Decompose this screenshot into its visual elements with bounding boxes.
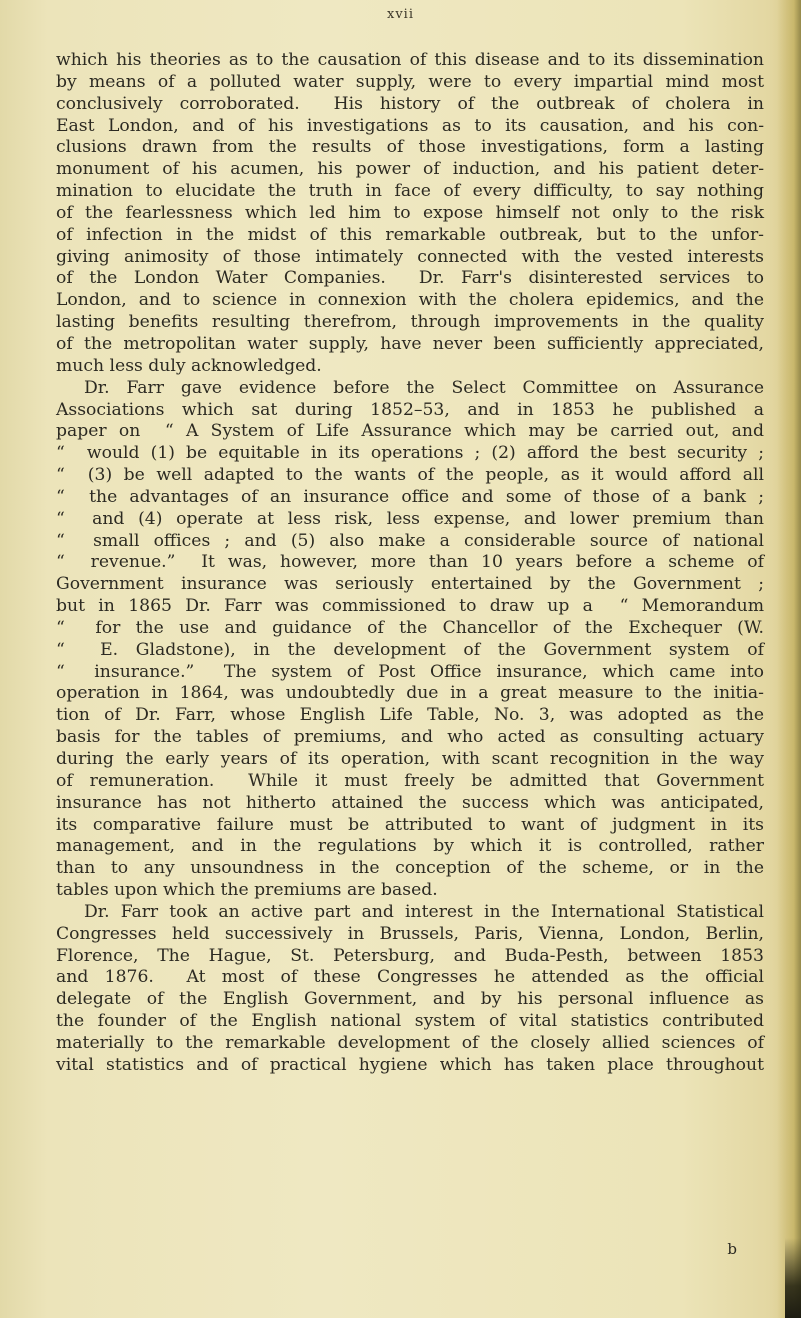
signature-mark: b: [727, 1240, 737, 1258]
text-line: lasting benefits resulting therefrom, through improvements in the quality: [56, 312, 764, 333]
paragraph: [56, 378, 764, 902]
text-line: mination to elucidate the truth in face of every difficulty, to say nothing: [56, 181, 764, 202]
text-line: Government insurance was seriously entertained by the Government ;: [56, 574, 764, 595]
text-line: giving animosity of those intimately connected with the vested interests: [56, 246, 764, 267]
text-line: its comparative failure must be attributed to want of judgment in its: [56, 814, 764, 835]
text-line: Dr. Farr gave evidence before the Select Committee on Assurance: [84, 377, 764, 398]
text-line: “ for the use and guidance of the Chancellor of the Exchequer (W.: [56, 617, 764, 638]
text-line: management, and in the regulations by which it is controlled, rather: [56, 836, 764, 857]
text-line: “ and (4) operate at less risk, less expense, and lower premium than: [56, 508, 764, 529]
text-line: Associations which sat during 1852–53, and in 1853 he published a: [56, 399, 764, 420]
text-line: East London, and of his investigations as to its causation, and his con-: [56, 115, 764, 136]
text-line: of infection in the midst of this remarkable outbreak, but to the unfor-: [56, 224, 764, 245]
text-line: “ E. Gladstone), in the development of the Government system of: [56, 639, 764, 660]
text-line: during the early years of its operation, with scant recognition in the way: [56, 749, 764, 769]
text-line: “ the advantages of an insurance office and some of those of a bank ;: [56, 486, 764, 507]
text-line: than to any unsoundness in the conception of the scheme, or in the: [56, 858, 764, 879]
text-line: insurance has not hitherto attained the success which was anticipated,: [56, 792, 764, 813]
text-line: Dr. Farr took an active part and interest in the International Statistical: [84, 901, 764, 922]
text-line: Congresses held successively in Brussels, Paris, Vienna, London, Berlin,: [56, 923, 764, 944]
page-edge-shadow: [777, 0, 801, 1318]
body-text: [56, 50, 764, 1077]
text-line: materially to the remarkable development of the closely allied sciences of: [56, 1032, 764, 1053]
text-line: “ (3) be well adapted to the wants of the people, as it would afford all: [56, 465, 764, 486]
page-corner-mark: [785, 1238, 801, 1318]
text-line: of the metropolitan water supply, have never been sufficiently appreciated,: [56, 333, 764, 354]
text-line: of the London Water Companies. Dr. Farr's disinterested services to: [56, 268, 764, 289]
text-line: monument of his acumen, his power of induction, and his patient deter-: [56, 159, 764, 180]
paragraph: [56, 902, 764, 1077]
text-line: which his theories as to the causation of this disease and to its dissemination: [56, 50, 764, 70]
text-line: “ revenue.” It was, however, more than 10 years before a scheme of: [56, 552, 764, 573]
text-line: clusions drawn from the results of those investigations, form a lasting: [56, 137, 764, 158]
text-line: “ would (1) be equitable in its operations ; (2) afford the best security ;: [56, 443, 764, 464]
text-line: by means of a polluted water supply, were to every impartial mind most: [56, 71, 764, 92]
text-line: “ insurance.” The system of Post Office insurance, which came into: [56, 661, 764, 682]
text-line: conclusively corroborated. His history of the outbreak of cholera in: [56, 93, 764, 114]
text-line: much less duly acknowledged.: [56, 355, 322, 376]
paragraph: [56, 50, 764, 378]
text-line: paper on “ A System of Life Assurance which may be carried out, and: [56, 421, 764, 442]
text-line: vital statistics and of practical hygiene which has taken place throughout: [56, 1054, 764, 1075]
page-number: xvii: [387, 7, 414, 22]
text-line: of the fearlessness which led him to expose himself not only to the risk: [56, 202, 764, 223]
text-line: but in 1865 Dr. Farr was commissioned to draw up a “ Memorandum: [56, 596, 764, 617]
text-line: tion of Dr. Farr, whose English Life Table, No. 3, was adopted as the: [56, 705, 764, 726]
text-line: London, and to science in connexion with the cholera epidemics, and the: [56, 290, 764, 311]
text-line: operation in 1864, was undoubtedly due in a great measure to the initia-: [56, 683, 764, 704]
text-line: basis for the tables of premiums, and who acted as consulting actuary: [56, 727, 764, 748]
text-line: of remuneration. While it must freely be admitted that Government: [56, 770, 764, 791]
text-line: and 1876. At most of these Congresses he attended as the official: [56, 967, 764, 988]
text-line: the founder of the English national system of vital statistics contributed: [56, 1011, 764, 1032]
text-line: tables upon which the premiums are based.: [56, 880, 438, 901]
text-line: “ small offices ; and (5) also make a considerable source of national: [56, 530, 764, 551]
text-line: Florence, The Hague, St. Petersburg, and Buda-Pesth, between 1853: [56, 945, 764, 966]
text-line: delegate of the English Government, and by his personal influence as: [56, 989, 764, 1010]
